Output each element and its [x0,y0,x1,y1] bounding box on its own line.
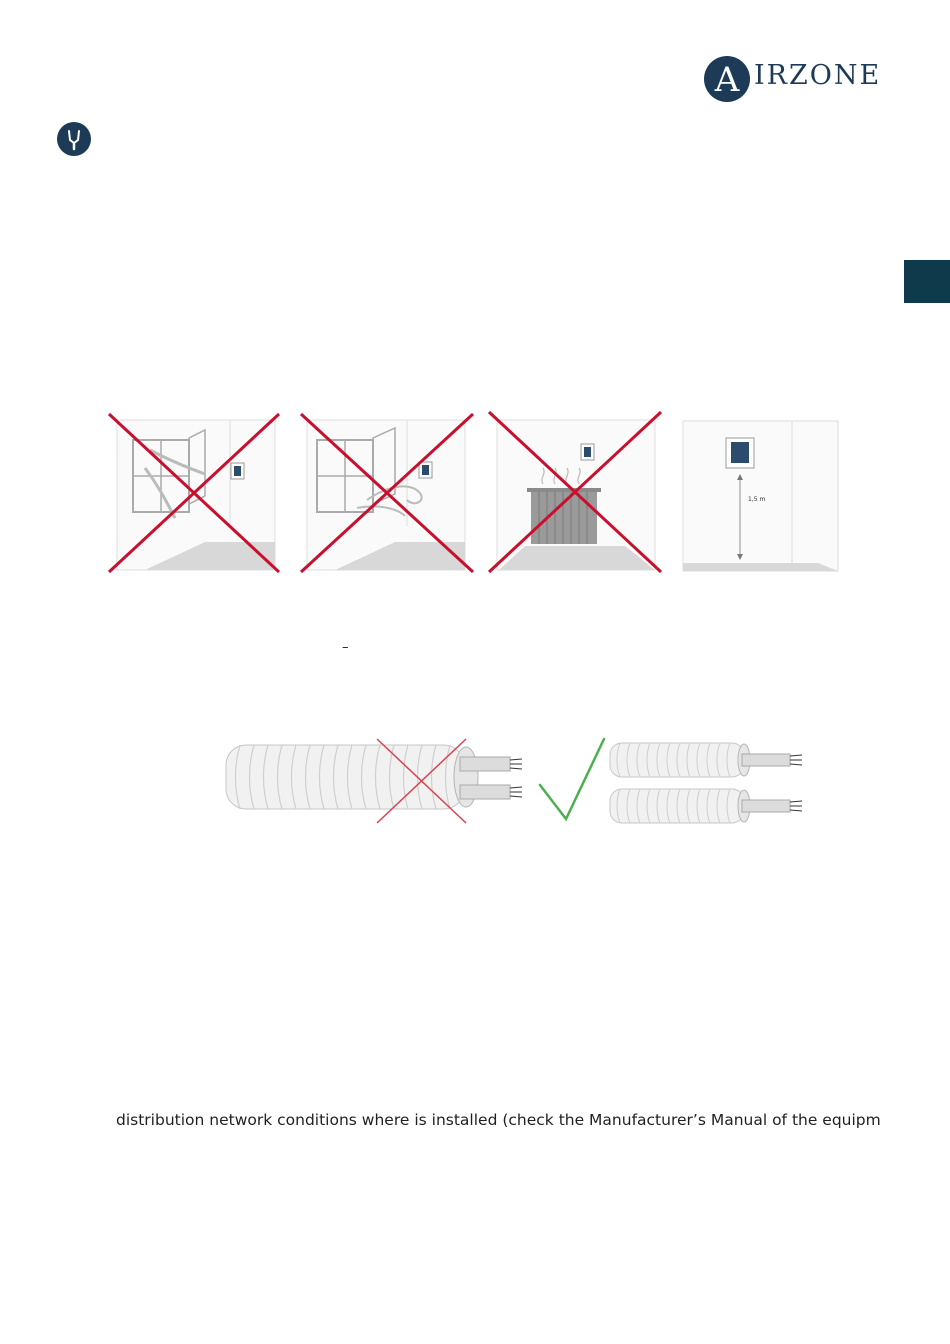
shared-conduit-wrong [226,739,522,823]
check-icon [540,739,604,819]
separate-conduits-correct [610,743,802,823]
placement-wrong-radiator [485,408,663,576]
tools-icon [57,122,91,156]
cable-conduit-figure [222,735,812,825]
airzone-logo [704,56,882,104]
height-label: 1,5 m [748,496,766,503]
body-text-line: distribution network conditions where is installed (check the Manufacturer’s Manual of the equipm [116,1111,881,1129]
logo-wordmark: IRZONE [754,60,882,91]
placement-wrong-window [105,408,283,576]
logo-initial: A [704,56,750,102]
placement-wrong-wind [297,408,475,576]
chapter-tab [904,260,950,303]
stray-mark: – [342,640,349,655]
placement-correct [680,408,842,576]
